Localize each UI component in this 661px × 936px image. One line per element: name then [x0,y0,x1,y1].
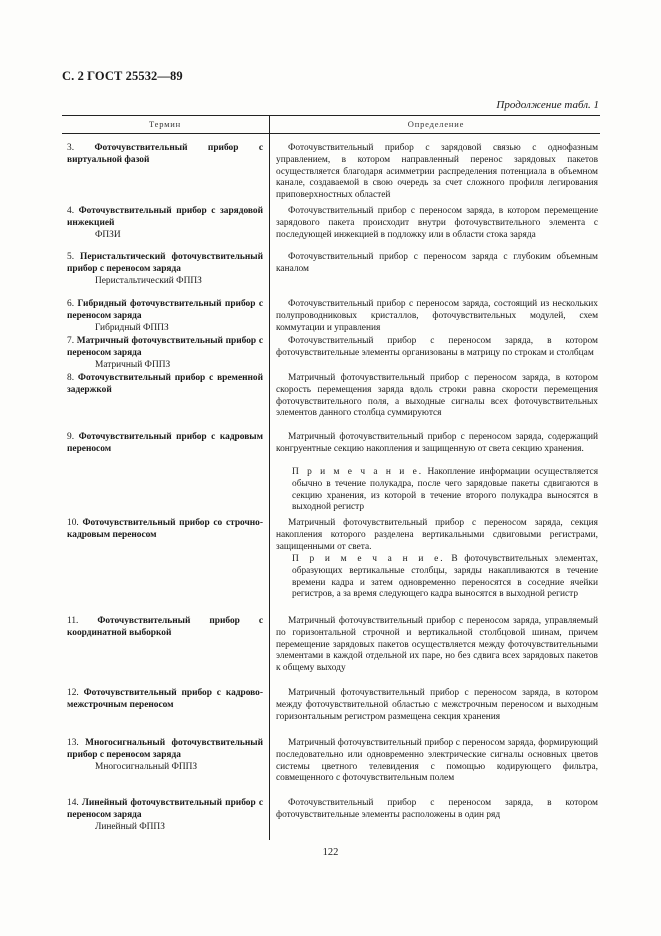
term-number: 12. [67,688,79,698]
definition-note [276,554,598,601]
note-text: Накопление информации осуществляется обычно в течение полукадра, после чего зарядовые пакеты сдвигаются в секцию хранения, из которой в течение второго полукадра выносятся в выходной регистр [292,467,599,513]
term-cell [67,738,263,773]
term-number: 14. [67,798,79,808]
column-header-definition: Определение [407,119,465,129]
definition-cell: Фоточувствительный прибор с зарядовой связью с однофазным управлением, в котором направленный перенос зарядовых пакетов осуществляется благодаря асимметрии распределения потенциала в объемном канале, создаваемой в свою очередь за счет сложного профиля легирования приповерхностных областей [276,143,598,201]
term-name: Фоточувствительный прибор с временной задержкой [67,373,263,395]
definition-cell: Матричный фоточувствительный прибор с переносом заряда, управляемый по горизонтальной строчной и вертикальной столбцовой шинам, причем перемещение зарядовых пакетов осуществляется между фоточувствительными элементами в каждой отдельной их паре, но без сдвига всех зарядовых пакетов к общему выходу [276,616,598,674]
term-abbreviation: ФПЗИ [95,229,121,240]
term-cell [67,373,263,397]
column-divider [269,115,270,840]
term-number: 5. [67,252,75,262]
term-cell [67,299,263,334]
term-name: Фоточувствительный прибор с зарядовой инжекцией [67,206,264,228]
term-number: 3. [67,143,75,153]
definition-cell: Фоточувствительный прибор с переносом заряда с глубоким объемным каналом [276,252,598,274]
term-number: 6. [67,299,75,309]
term-abbreviation: Перистальтический ФППЗ [95,275,202,286]
page-header: С. 2 ГОСТ 25532—89 [62,69,183,83]
note-text: В фоточувствительных элементах, образующих вертикальные столбцы, заряды накапливаются в течение времени кадра и затем одновременно переносятся в соседние ячейки регистров, а за время следующего кадра выносятся в выходной регистр [292,554,599,600]
page-number: 122 [322,847,339,858]
definition-cell: Фоточувствительный прибор с переносом заряда, в котором фоточувствительные элементы расположены в один ряд [276,798,598,820]
term-cell [67,432,263,456]
term-cell [67,688,263,712]
column-header-term: Термин [148,119,182,129]
term-cell [67,336,263,371]
term-abbreviation: Гибридный ФППЗ [95,322,169,333]
term-number: 4. [67,206,75,216]
term-name: Фоточувствительный прибор с кадрово-межстрочным переносом [67,688,263,710]
term-name: Перистальтический фоточувствительный прибор с переносом заряда [67,252,264,274]
table-continuation-label: Продолжение табл. 1 [496,99,599,111]
term-name: Фоточувствительный прибор с координатной выборкой [67,616,263,638]
definition-cell: Матричный фоточувствительный прибор с переносом заряда, секция накопления которого разделена вертикальными сдвиговыми регистрами, защищенными от света. [276,518,598,552]
term-cell [67,143,263,167]
note-label: П р и м е ч а н и е. [292,467,424,477]
term-cell [67,616,263,640]
term-name: Фоточувствительный прибор с кадровым переносом [67,432,263,454]
table-top-rule [62,115,600,116]
term-name: Фоточувствительный прибор со строчно-кадровым переносом [67,518,263,540]
note-label: П р и м е ч а н и е. [292,554,445,564]
term-number: 8. [67,373,75,383]
term-number: 13. [67,738,79,748]
term-cell [67,206,263,241]
term-name: Гибридный фоточувствительный прибор с переносом заряда [67,299,263,321]
term-abbreviation: Линейный ФППЗ [95,821,165,832]
term-name: Матричный фоточувствительный прибор с переносом заряда [67,336,263,358]
definition-cell: Фоточувствительный прибор с переносом заряда, состоящий из нескольких полупроводниковых кристаллов, фоточувствительных модулей, схем коммутации и управления [276,299,598,333]
term-abbreviation: Многосигнальный ФППЗ [95,761,198,772]
definition-cell: Матричный фоточувствительный прибор с переносом заряда, формирующий последовательно или одновременно электрические сигналы основных цветов системы цветного телевидения с помощью кодирующего фильтра, совмещенного с фоточувствительным полем [276,738,598,784]
term-name: Линейный фоточувствительный прибор с переносом заряда [67,798,263,820]
definition-cell: Матричный фоточувствительный прибор с переносом заряда, содержащий конгруентные секцию накопления и защищенную от света секцию хранения. [276,432,598,454]
term-abbreviation: Матричный ФППЗ [95,359,171,370]
term-cell [67,518,263,542]
term-number: 7. [67,336,75,346]
definition-cell: Матричный фоточувствительный прибор с переносом заряда, в котором между фоточувствительной областью с межстрочным переносом и выходным горизонтальным регистром размещена секция хранения [276,688,598,722]
term-name: Фоточувствительный прибор с виртуальной фазой [67,143,263,165]
term-cell [67,798,263,833]
term-cell [67,252,263,287]
definition-note [276,467,598,514]
term-name: Многосигнальный фоточувствительный прибор с переносом заряда [67,738,264,760]
term-number: 9. [67,432,75,442]
term-number: 11. [67,616,79,626]
definition-cell: Фоточувствительный прибор с переносом заряда, в котором перемещение зарядового пакета происходит внутри фоточувствительного элемента с последующей инжекцией в подложку или в области стока заряда [276,206,598,240]
definition-cell: Матричный фоточувствительный прибор с переносом заряда, в котором скорость перемещения заряда вдоль строки равна скорости перемещения фоточувствительного поля, а выходные сигналы всех фоточувствительных элементов данного столбца суммируются [276,373,598,419]
definition-cell: Фоточувствительный прибор с переносом заряда, в котором фоточувствительные элементы организованы в матрицу по строкам и столбцам [276,336,598,358]
table-header-rule [62,133,600,134]
term-number: 10. [67,518,79,528]
